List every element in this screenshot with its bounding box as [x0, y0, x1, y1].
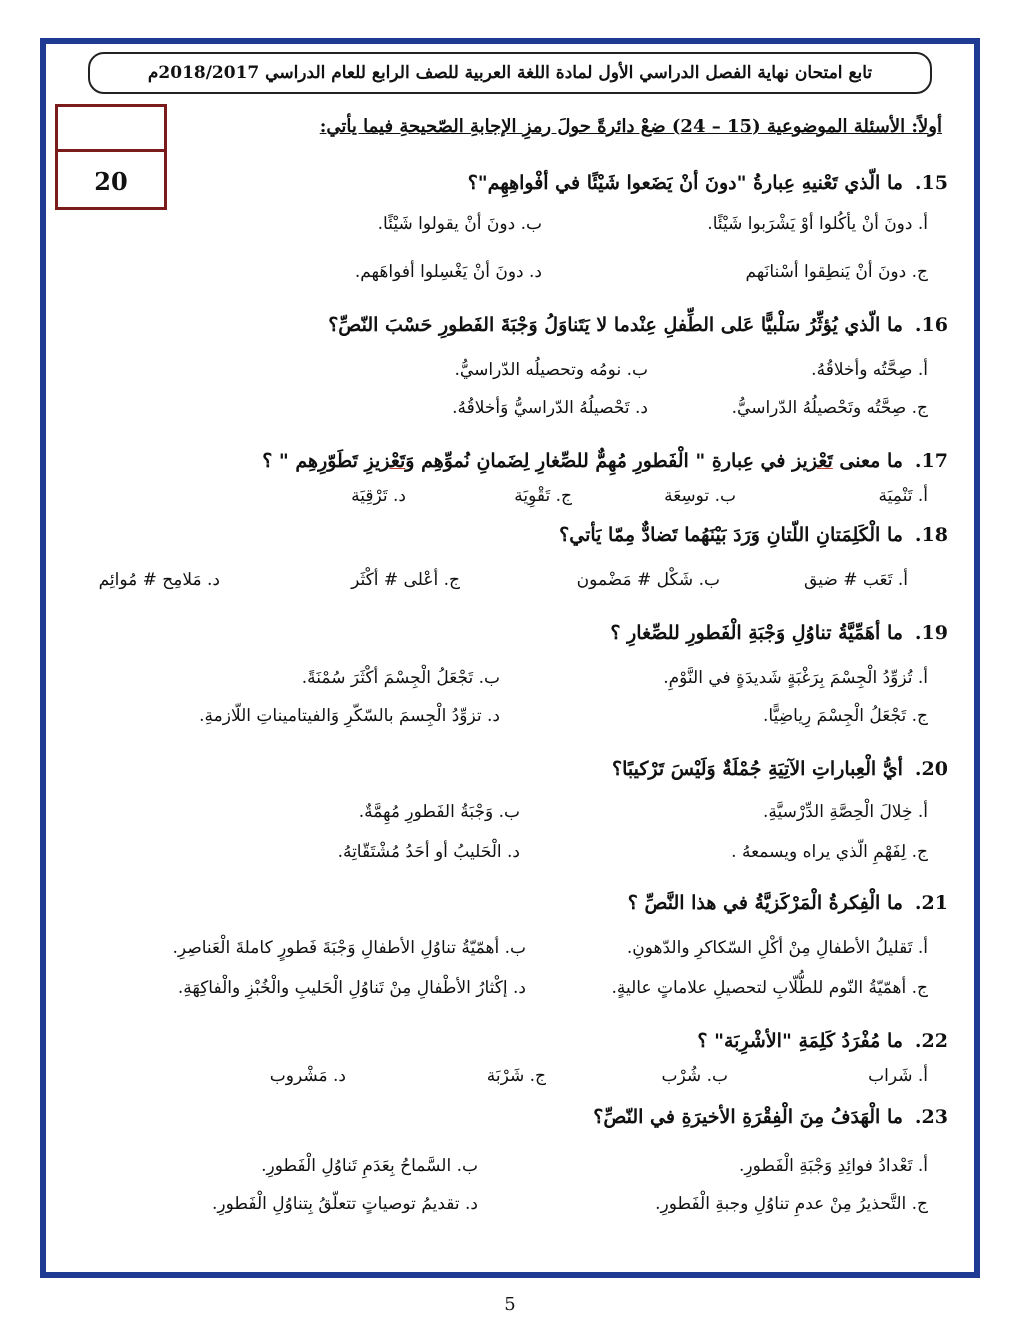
option-15-b: ب. دونَ أنْ يقولوا شَيْئًا. [377, 214, 542, 234]
option-19-a: أ. تُزوِّدُ الْجِسْمَ بِرَغْبَةٍ شَديدَةٍ في النَّوْمِ. [663, 668, 928, 688]
option-15-d: د. دونَ أنْ يَغْسِلوا أفواهَهم. [354, 262, 542, 282]
question-15: 15.ما الّذي تَعْنيهِ عِبارةُ "دونَ أنْ يَضَعوا شَيْئًا في أفْواهِهِم"؟ [467, 172, 948, 194]
section-title: أولاً: الأسئلة الموضوعية (15 – 24) ضعْ دائرةً حولَ رمزِ الإجابةِ الصّحيحةِ فيما يأتي: [319, 116, 942, 137]
option-19-d: د. تزوِّدُ الْجِسمَ بالسّكّرِ وَالفيتاميناتِ اللّازمةِ. [199, 706, 500, 726]
question-23: 23.ما الْهَدَفُ مِنَ الْفِقْرَةِ الأخيرَةِ في النّصِّ؟ [593, 1106, 948, 1128]
option-22-c: ج. شَرْبَة [486, 1066, 546, 1086]
option-22-b: ب. شُرْب [661, 1066, 728, 1086]
option-16-c: ج. صِحَّتُه وتَحْصيلُهُ الدّراسيُّ. [731, 398, 928, 418]
option-20-a: أ. خِلالَ الْحِصَّةِ الدِّرْسيَّةِ. [762, 802, 928, 822]
option-17-a: أ. تَنْمِيَة [878, 486, 928, 506]
option-21-d: د. إكْثارُ الأطْفالِ مِنْ تَناوُلِ الْحَليبِ والْخُبْزِ والْفاكِهَةِ. [177, 978, 526, 998]
option-16-b: ب. نومُه وتحصيلُه الدّراسيُّ. [454, 360, 648, 380]
highlighted-word: تَعْزيز [792, 450, 833, 472]
option-23-a: أ. تَعْدادُ فوائِدِ وَجْبَةِ الْفَطورِ. [739, 1156, 928, 1176]
option-15-c: ج. دونَ أنْ يَنطِقوا أسْنانَهم [745, 262, 928, 282]
option-21-b: ب. أهمّيّةُ تناوُلِ الأطفالِ وَجْبَةَ فَطورٍ كاملةَ الْعَناصِرِ. [172, 938, 526, 958]
option-18-b: ب. شَكْل # مَضْمون [576, 570, 720, 590]
question-19: 19.ما أهَمِّيَّةُ تناوُلِ وَجْبَةِ الْفَطورِ للصِّغارِ ؟ [610, 622, 948, 644]
question-20: 20.أيُّ الْعِباراتِ الآتِيَةِ جُمْلَةٌ وَلَيْسَ تَرْكيبًا؟ [611, 758, 948, 780]
question-21: 21.ما الْفِكرةُ الْمَرْكَزيَّةُ في هذا النَّصِّ ؟ [627, 892, 948, 914]
question-22: 22.ما مُفْرَدُ كَلِمَةِ "الأشْرِبَة" ؟ [697, 1030, 948, 1052]
option-19-b: ب. تَجْعَلُ الْجِسْمَ أكْثَرَ سُمْنَةً. [301, 668, 500, 688]
option-15-a: أ. دونَ أنْ يأكُلوا أوْ يَشْرَبوا شَيْئًا. [707, 214, 928, 234]
option-21-a: أ. تَقليلُ الأطفالِ مِنْ أكْلِ السّكاكرِ والدّهونِ. [626, 938, 928, 958]
option-18-c: ج. أعْلى # أكْثَر [351, 570, 460, 590]
option-22-d: د. مَشْروب [269, 1066, 346, 1086]
option-17-c: ج. تَقْوِيَة [514, 486, 572, 506]
option-18-d: د. مَلامِح # مُوائِم [98, 570, 220, 590]
question-18: 18.ما الْكَلِمَتانِ اللّتانِ وَرَدَ بَيْنَهُما تَضادٌّ مِمّا يَأتي؟ [559, 524, 948, 546]
option-23-c: ج. التَّحذيرُ مِنْ عدمِ تناوُلِ وجبةِ الْفَطورِ. [655, 1194, 928, 1214]
option-20-b: ب. وَجْبَةُ الفَطورِ مُهِمَّةٌ. [358, 802, 520, 822]
page-number: 5 [504, 1294, 516, 1315]
question-17: 17.ما معنى تَعْزيز في عِبارةِ " الْفَطورِ مُهِمٌّ للصِّغارِ لِضَمانِ نُموِّهِم وَتَعْزيزِ تَطَوّرِهِم " ؟ [262, 450, 948, 472]
option-22-a: أ. شَراب [868, 1066, 928, 1086]
option-16-d: د. تَحْصيلُهُ الدّراسيُّ وَأخلاقُهُ. [452, 398, 648, 418]
option-17-b: ب. توسِعَة [664, 486, 736, 506]
score-value: 20 [94, 167, 128, 196]
option-23-b: ب. السَّماحُ بِعَدَمِ تَناوُلِ الْفَطورِ. [261, 1156, 478, 1176]
score-box [55, 104, 167, 210]
option-20-c: ج. لِفَهْمِ الّذي يراه ويسمعهُ . [731, 842, 928, 862]
option-20-d: د. الْحَليبُ أو أحَدُ مُشْتَقّاتِهُ. [337, 842, 520, 862]
option-16-a: أ. صِحَّتُه وأخلاقُهُ. [811, 360, 928, 380]
option-23-d: د. تقديمُ توصياتٍ تتعلّقُ بِتناوُلِ الْفَطورِ. [212, 1194, 478, 1214]
score-divider [58, 149, 164, 152]
exam-header [88, 52, 932, 94]
option-17-d: د. تَرْقِيَة [351, 486, 406, 506]
option-21-c: ج. أهمّيّةُ النّوم للطُّلّابِ لتحصيلِ علاماتٍ عاليةٍ. [611, 978, 928, 998]
option-18-a: أ. تَعَب # ضيق [804, 570, 908, 590]
option-19-c: ج. تَجْعَلُ الْجِسْمَ رِياضِيًّا. [763, 706, 928, 726]
exam-header-text: تابع امتحان نهاية الفصل الدراسي الأول لمادة اللغة العربية للصف الرابع للعام الدراسي 2018/2017م [147, 63, 873, 83]
question-16: 16.ما الّذي يُؤثِّرُ سَلْبيًّا عَلى الطِّفلِ عِنْدما لا يَتَناوَلُ وَجْبَةَ الفَطورِ حَسْبَ النّصِّ؟ [328, 314, 948, 336]
highlighted-word-2: تَعْزيزِ [364, 450, 406, 472]
